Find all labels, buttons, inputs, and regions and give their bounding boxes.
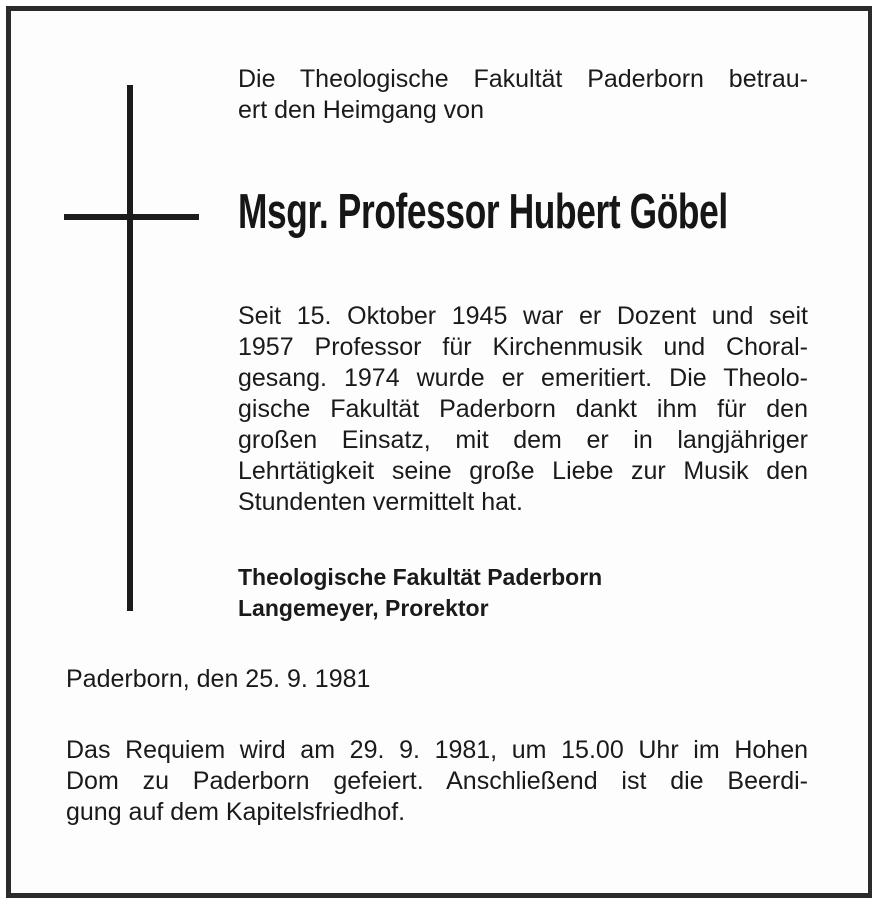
intro-line: Die Theologische Fakultät Paderborn betrau-	[238, 65, 808, 93]
body-line: großen Einsatz, mit dem er in langjähriger	[238, 426, 808, 454]
requiem-line: Das Requiem wird am 29. 9. 1981, um 15.00 Uhr im Hohen	[66, 736, 808, 764]
deceased-name: Msgr. Professor Hubert Göbel	[238, 185, 728, 239]
signature-block	[238, 562, 602, 624]
requiem-line: Dom zu Paderborn gefeiert. Anschließend ist die Beerdi-	[66, 767, 808, 795]
signature-institution: Theologische Fakultät Paderborn	[238, 564, 603, 590]
requiem-text	[66, 735, 808, 828]
cross-horizontal-bar	[64, 214, 199, 220]
body-line: gesang. 1974 wurde er emeritiert. Die Theolo-	[238, 364, 808, 392]
intro-line: ert den Heimgang von	[238, 96, 484, 124]
requiem-line: gung auf dem Kapitelsfriedhof.	[66, 798, 406, 826]
body-line: 1957 Professor für Kirchenmusik und Choral-	[238, 333, 808, 361]
signature-person: Langemeyer, Prorektor	[238, 595, 489, 621]
body-line: gische Fakultät Paderborn dankt ihm für den	[238, 395, 808, 423]
body-line: Stundenten vermittelt hat.	[238, 488, 523, 516]
body-line: Lehrtätigkeit seine große Liebe zur Musik den	[238, 457, 808, 485]
cross-vertical-bar	[127, 85, 133, 611]
date-line: Paderborn, den 25. 9. 1981	[66, 665, 371, 693]
body-text	[238, 301, 808, 518]
intro-text	[238, 64, 808, 126]
body-line: Seit 15. Oktober 1945 war er Dozent und seit	[238, 302, 808, 330]
